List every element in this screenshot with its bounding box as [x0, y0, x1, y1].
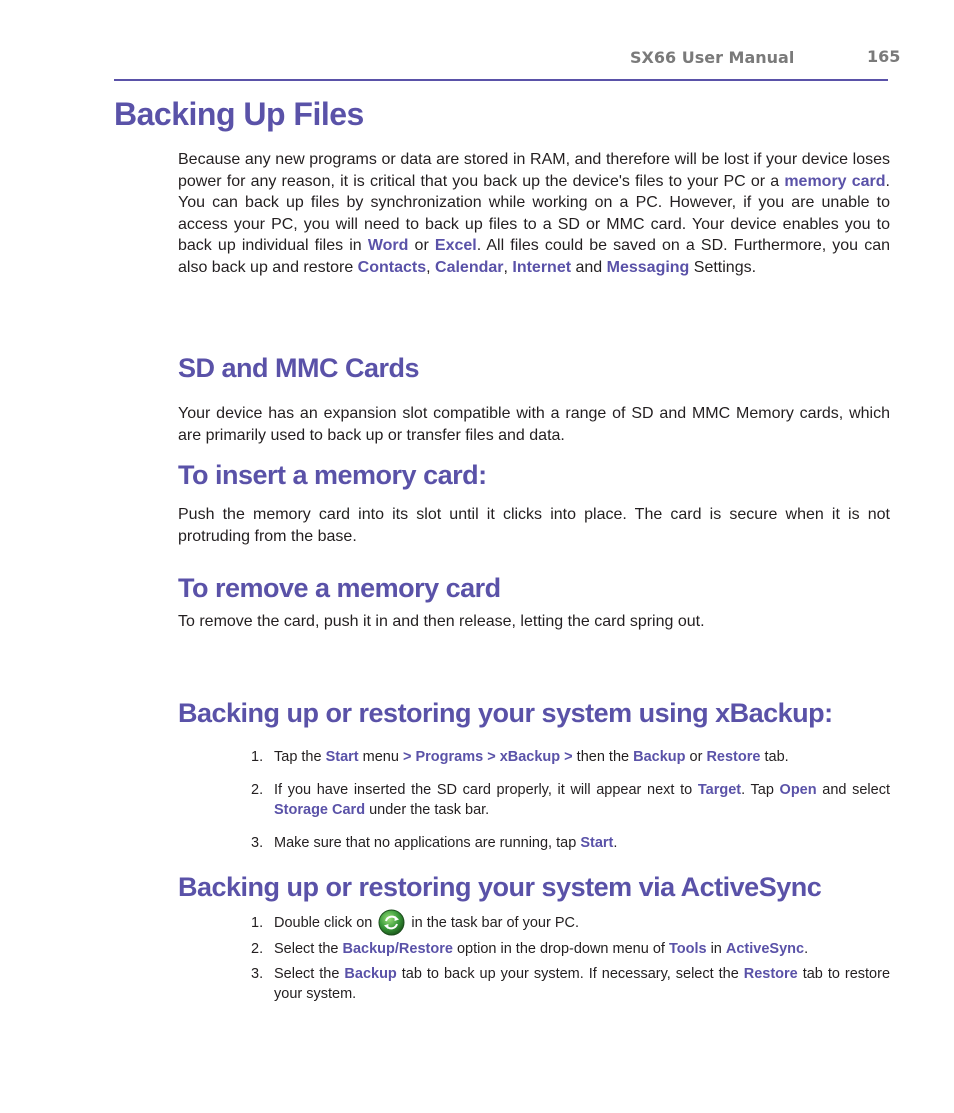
- activesync-steps: [248, 913, 890, 1004]
- remove-card-paragraph: To remove the card, push it in and then release, letting the card spring out.: [178, 613, 705, 630]
- sd-mmc-heading: SD and MMC Cards: [178, 353, 420, 383]
- activesync-icon: [378, 909, 405, 936]
- activesync-step-1: 1. Double click on in the task bar of your PC.: [248, 913, 890, 933]
- page-title: Backing Up Files: [114, 96, 364, 132]
- word-term: Word: [367, 237, 409, 254]
- calendar-term: Calendar: [435, 258, 504, 276]
- excel-term: Excel: [434, 237, 477, 254]
- header-rule: [114, 79, 888, 81]
- remove-card-heading: To remove a memory card: [178, 573, 501, 603]
- internet-term: Internet: [512, 258, 572, 276]
- page-number: 165: [867, 47, 901, 66]
- messaging-term: Messaging: [606, 258, 690, 276]
- xbackup-step-1: 1. Tap the Start menu > Programs > xBackup > then the Backup or Restore tab.: [251, 749, 789, 765]
- activesync-heading: Backing up or restoring your system via ActiveSync: [178, 872, 822, 902]
- xbackup-step-3: 3. Make sure that no applications are running, tap Start.: [251, 835, 618, 851]
- activesync-step-2: 2. Select the Backup/Restore option in the drop-down menu of Tools in ActiveSync.: [251, 941, 809, 957]
- header-title: SX66 User Manual: [630, 48, 795, 67]
- memory-card-term: memory card: [784, 172, 886, 190]
- sd-mmc-paragraph: Your device has an expansion slot compatible with a range of SD and MMC Memory cards, which are primarily used to back up or transfer files and data.: [178, 405, 890, 444]
- intro-paragraph: Because any new programs or data are stored in RAM, and therefore will be lost if your device loses power for any reason, it is critical that you back up the device's files to your PC or a memory card. You can back up files by synchronization while working on a PC. However, if you are unable to access your PC, you will need to back up files to a SD or MMC card. Your device enables you to back up individual files in Word or Excel. All files could be saved on a SD. Furthermore, you can also back up and restore Contacts, Calendar, Internet and Messaging Settings.: [178, 151, 890, 276]
- contacts-term: Contacts: [357, 258, 427, 276]
- insert-card-paragraph: Push the memory card into its slot until it clicks into place. The card is secure when it is not protruding from the base.: [178, 506, 890, 545]
- xbackup-steps: [248, 747, 890, 853]
- xbackup-heading: Backing up or restoring your system using xBackup:: [178, 698, 833, 728]
- activesync-step-3: 3. Select the Backup tab to back up your system. If necessary, select the Restore tab to restore your system.: [251, 966, 891, 1002]
- xbackup-step-2: 2. If you have inserted the SD card properly, it will appear next to Target. Tap Open and select Storage Card under the task bar.: [251, 782, 890, 818]
- insert-card-heading: To insert a memory card:: [178, 460, 487, 490]
